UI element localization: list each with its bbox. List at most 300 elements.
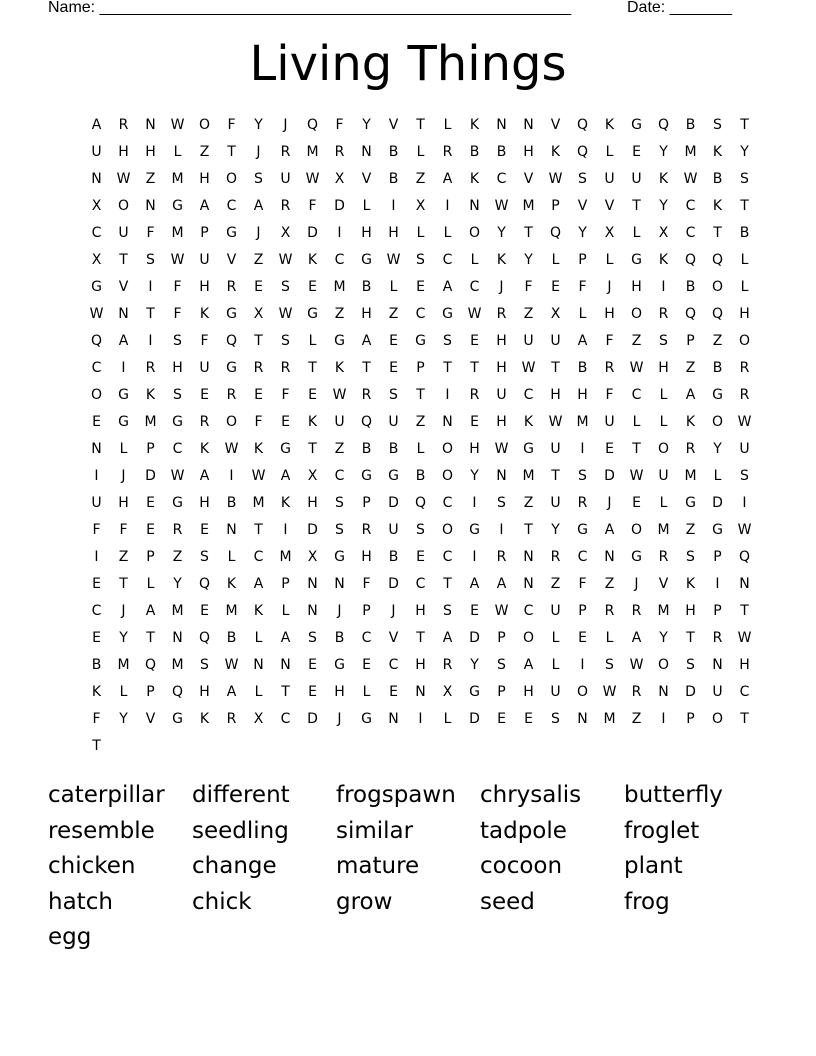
grid-letter: T bbox=[119, 252, 128, 268]
grid-letter: V bbox=[658, 576, 669, 592]
grid-letter: N bbox=[712, 657, 723, 673]
grid-letter: K bbox=[307, 414, 318, 430]
grid-letter: R bbox=[226, 279, 237, 295]
grid-letter: I bbox=[148, 279, 153, 295]
grid-letter: G bbox=[577, 522, 588, 538]
grid-letter: T bbox=[443, 360, 452, 376]
grid-letter: I bbox=[472, 495, 477, 511]
grid-letter: G bbox=[226, 306, 237, 322]
grid-letter: X bbox=[442, 684, 453, 700]
grid-letter: B bbox=[226, 495, 237, 511]
grid-letter: Y bbox=[740, 144, 749, 160]
grid-letter: M bbox=[603, 711, 616, 727]
word-list-item: grow bbox=[336, 888, 393, 915]
grid-letter: H bbox=[118, 144, 129, 160]
grid-letter: Q bbox=[90, 333, 103, 349]
grid-letter: I bbox=[580, 657, 585, 673]
grid-letter: S bbox=[146, 252, 155, 268]
grid-letter: L bbox=[173, 144, 182, 160]
grid-letter: C bbox=[388, 657, 399, 673]
grid-letter: G bbox=[118, 387, 129, 403]
grid-letter: J bbox=[337, 603, 342, 619]
grid-letter: T bbox=[470, 360, 479, 376]
grid-letter: H bbox=[739, 657, 750, 673]
grid-letter: T bbox=[416, 117, 425, 133]
grid-letter: T bbox=[740, 117, 749, 133]
grid-letter: E bbox=[200, 603, 209, 619]
grid-letter: D bbox=[712, 495, 723, 511]
grid-letter: G bbox=[118, 414, 129, 430]
word-list-item: frog bbox=[624, 888, 670, 915]
grid-letter: S bbox=[551, 711, 560, 727]
grid-letter: E bbox=[470, 414, 479, 430]
grid-letter: G bbox=[226, 225, 237, 241]
grid-letter: A bbox=[604, 522, 615, 538]
grid-letter: S bbox=[254, 171, 263, 187]
grid-letter: F bbox=[281, 387, 290, 403]
grid-letter: I bbox=[418, 711, 423, 727]
grid-letter: B bbox=[361, 441, 372, 457]
grid-letter: Y bbox=[713, 441, 722, 457]
grid-letter: E bbox=[497, 711, 506, 727]
grid-letter: W bbox=[305, 171, 320, 187]
grid-letter: H bbox=[199, 279, 210, 295]
grid-letter: L bbox=[362, 684, 371, 700]
grid-letter: D bbox=[307, 711, 318, 727]
grid-letter: Z bbox=[388, 306, 399, 322]
grid-letter: S bbox=[335, 495, 344, 511]
grid-letter: R bbox=[118, 117, 129, 133]
grid-letter: K bbox=[469, 117, 480, 133]
grid-letter: F bbox=[92, 711, 101, 727]
grid-letter: S bbox=[416, 252, 425, 268]
grid-letter: F bbox=[254, 414, 263, 430]
grid-letter: R bbox=[226, 387, 237, 403]
grid-letter: E bbox=[200, 387, 209, 403]
grid-letter: I bbox=[229, 468, 234, 484]
grid-letter: O bbox=[225, 171, 238, 187]
grid-letter: S bbox=[659, 333, 668, 349]
grid-letter: G bbox=[388, 468, 399, 484]
grid-letter: R bbox=[550, 549, 561, 565]
grid-letter: W bbox=[737, 522, 752, 538]
grid-letter: S bbox=[686, 549, 695, 565]
grid-letter: T bbox=[416, 630, 425, 646]
grid-letter: P bbox=[497, 684, 506, 700]
grid-letter: J bbox=[283, 117, 288, 133]
grid-letter: F bbox=[605, 387, 614, 403]
grid-letter: E bbox=[389, 333, 398, 349]
grid-letter: X bbox=[280, 225, 291, 241]
grid-letter: T bbox=[443, 576, 452, 592]
grid-letter: N bbox=[577, 711, 588, 727]
grid-letter: E bbox=[281, 414, 290, 430]
grid-letter: D bbox=[145, 468, 156, 484]
grid-letter: S bbox=[578, 171, 587, 187]
word-list-item: tadpole bbox=[480, 817, 567, 844]
grid-letter: W bbox=[548, 414, 563, 430]
word-list-item: plant bbox=[624, 853, 683, 879]
grid-letter: N bbox=[307, 576, 318, 592]
grid-letter: Z bbox=[199, 144, 210, 160]
grid-letter: Z bbox=[145, 171, 156, 187]
grid-letter: H bbox=[118, 495, 129, 511]
grid-letter: L bbox=[308, 333, 317, 349]
grid-letter: E bbox=[92, 576, 101, 592]
grid-letter: O bbox=[657, 657, 670, 673]
grid-letter: E bbox=[308, 387, 317, 403]
grid-letter: P bbox=[362, 495, 371, 511]
grid-letter: U bbox=[550, 684, 561, 700]
grid-letter: R bbox=[361, 522, 372, 538]
grid-letter: L bbox=[659, 414, 668, 430]
grid-letter: C bbox=[280, 711, 291, 727]
grid-letter: S bbox=[281, 333, 290, 349]
grid-letter: X bbox=[307, 468, 318, 484]
grid-letter: Z bbox=[118, 549, 129, 565]
grid-letter: J bbox=[391, 603, 396, 619]
grid-letter: T bbox=[308, 441, 317, 457]
grid-letter: M bbox=[171, 171, 184, 187]
grid-letter: V bbox=[118, 279, 129, 295]
grid-letter: O bbox=[441, 468, 454, 484]
grid-letter: C bbox=[685, 198, 696, 214]
grid-letter: E bbox=[308, 279, 317, 295]
grid-letter: N bbox=[658, 684, 669, 700]
grid-letter: Q bbox=[198, 630, 211, 646]
grid-letter: Z bbox=[631, 711, 642, 727]
grid-letter: T bbox=[524, 225, 533, 241]
grid-letter: B bbox=[334, 630, 345, 646]
grid-letter: Z bbox=[685, 522, 696, 538]
grid-letter: D bbox=[604, 468, 615, 484]
grid-letter: I bbox=[94, 549, 99, 565]
grid-letter: N bbox=[469, 198, 480, 214]
grid-letter: Z bbox=[415, 414, 426, 430]
grid-letter: O bbox=[198, 117, 211, 133]
grid-letter: X bbox=[91, 198, 102, 214]
grid-letter: W bbox=[494, 441, 509, 457]
grid-letter: L bbox=[443, 711, 452, 727]
grid-letter: P bbox=[713, 549, 722, 565]
grid-letter: I bbox=[580, 441, 585, 457]
grid-letter: A bbox=[253, 198, 264, 214]
grid-letter: L bbox=[578, 306, 587, 322]
grid-letter: R bbox=[577, 495, 588, 511]
grid-letter: A bbox=[280, 630, 291, 646]
grid-letter: E bbox=[92, 630, 101, 646]
grid-letter: R bbox=[631, 603, 642, 619]
grid-letter: I bbox=[94, 468, 99, 484]
grid-letter: N bbox=[415, 684, 426, 700]
grid-letter: E bbox=[146, 495, 155, 511]
grid-letter: J bbox=[256, 225, 261, 241]
grid-letter: E bbox=[389, 684, 398, 700]
grid-letter: O bbox=[90, 387, 103, 403]
grid-letter: H bbox=[361, 549, 372, 565]
grid-letter: H bbox=[199, 171, 210, 187]
grid-letter: R bbox=[658, 549, 669, 565]
grid-letter: U bbox=[712, 684, 723, 700]
grid-letter: H bbox=[415, 657, 426, 673]
grid-letter: A bbox=[199, 468, 210, 484]
grid-letter: M bbox=[279, 549, 292, 565]
grid-letter: K bbox=[658, 171, 669, 187]
grid-letter: I bbox=[661, 711, 666, 727]
grid-letter: G bbox=[334, 333, 345, 349]
grid-letter: H bbox=[577, 387, 588, 403]
grid-letter: R bbox=[280, 198, 291, 214]
grid-letter: G bbox=[631, 252, 642, 268]
grid-letter: Z bbox=[253, 252, 264, 268]
grid-letter: Y bbox=[659, 144, 668, 160]
grid-letter: H bbox=[496, 414, 507, 430]
grid-letter: S bbox=[443, 333, 452, 349]
grid-letter: J bbox=[337, 711, 342, 727]
grid-letter: T bbox=[362, 360, 371, 376]
grid-letter: W bbox=[278, 306, 293, 322]
grid-letter: G bbox=[361, 711, 372, 727]
grid-letter: W bbox=[332, 387, 347, 403]
grid-letter: F bbox=[146, 225, 155, 241]
grid-letter: Z bbox=[172, 549, 183, 565]
grid-letter: H bbox=[307, 495, 318, 511]
grid-letter: K bbox=[496, 252, 507, 268]
grid-letter: T bbox=[416, 387, 425, 403]
grid-letter: K bbox=[145, 387, 156, 403]
grid-letter: C bbox=[334, 468, 345, 484]
grid-letter: L bbox=[416, 441, 425, 457]
grid-letter: S bbox=[578, 468, 587, 484]
grid-letter: Z bbox=[604, 576, 615, 592]
grid-letter: F bbox=[200, 333, 209, 349]
grid-letter: N bbox=[91, 171, 102, 187]
grid-letter: R bbox=[658, 306, 669, 322]
grid-letter: N bbox=[226, 522, 237, 538]
grid-letter: Y bbox=[551, 522, 560, 538]
grid-letter: C bbox=[253, 549, 264, 565]
grid-letter: Y bbox=[119, 630, 128, 646]
grid-letter: H bbox=[523, 684, 534, 700]
grid-letter: T bbox=[227, 144, 236, 160]
grid-letter: S bbox=[416, 522, 425, 538]
grid-letter: N bbox=[496, 468, 507, 484]
grid-letter: L bbox=[443, 225, 452, 241]
grid-letter: L bbox=[632, 414, 641, 430]
grid-letter: F bbox=[173, 306, 182, 322]
grid-letter: I bbox=[661, 279, 666, 295]
grid-letter: L bbox=[740, 279, 749, 295]
grid-letter: S bbox=[443, 603, 452, 619]
grid-letter: L bbox=[551, 630, 560, 646]
grid-letter: M bbox=[306, 144, 319, 160]
grid-letter: F bbox=[605, 333, 614, 349]
grid-letter: M bbox=[144, 414, 157, 430]
grid-letter: K bbox=[604, 117, 615, 133]
grid-letter: F bbox=[335, 117, 344, 133]
grid-letter: S bbox=[497, 657, 506, 673]
word-list-item: egg bbox=[48, 924, 92, 950]
grid-letter: C bbox=[415, 576, 426, 592]
grid-letter: Y bbox=[470, 657, 479, 673]
grid-letter: B bbox=[577, 360, 588, 376]
grid-letter: L bbox=[632, 225, 641, 241]
grid-letter: S bbox=[173, 333, 182, 349]
grid-letter: A bbox=[199, 198, 210, 214]
grid-letter: E bbox=[416, 279, 425, 295]
grid-letter: E bbox=[470, 333, 479, 349]
grid-letter: H bbox=[739, 306, 750, 322]
grid-letter: R bbox=[604, 360, 615, 376]
grid-letter: C bbox=[496, 171, 507, 187]
grid-letter: M bbox=[171, 657, 184, 673]
grid-letter: V bbox=[361, 171, 372, 187]
name-line: Name: _____________________________________________________ bbox=[48, 0, 572, 16]
grid-letter: K bbox=[280, 495, 291, 511]
grid-letter: X bbox=[550, 306, 561, 322]
grid-letter: Q bbox=[684, 252, 697, 268]
grid-letter: H bbox=[550, 387, 561, 403]
grid-letter: A bbox=[685, 387, 696, 403]
grid-letter: G bbox=[334, 549, 345, 565]
grid-letter: R bbox=[739, 387, 750, 403]
grid-letter: W bbox=[737, 414, 752, 430]
grid-letter: H bbox=[685, 603, 696, 619]
grid-letter: V bbox=[550, 117, 561, 133]
grid-letter: L bbox=[470, 252, 479, 268]
grid-letter: C bbox=[739, 684, 750, 700]
grid-letter: A bbox=[577, 333, 588, 349]
grid-letter: Y bbox=[173, 576, 182, 592]
grid-letter: R bbox=[685, 441, 696, 457]
grid-letter: G bbox=[334, 657, 345, 673]
grid-letter: N bbox=[91, 441, 102, 457]
grid-letter: E bbox=[578, 630, 587, 646]
grid-letter: B bbox=[712, 360, 723, 376]
grid-letter: H bbox=[496, 360, 507, 376]
grid-letter: Z bbox=[631, 333, 642, 349]
grid-letter: U bbox=[199, 360, 210, 376]
word-list-item: chicken bbox=[48, 853, 136, 879]
grid-letter: Q bbox=[144, 657, 157, 673]
grid-letter: B bbox=[685, 117, 696, 133]
grid-letter: E bbox=[200, 522, 209, 538]
grid-letter: W bbox=[251, 468, 266, 484]
grid-letter: Z bbox=[523, 306, 534, 322]
grid-letter: G bbox=[172, 495, 183, 511]
grid-letter: F bbox=[578, 576, 587, 592]
grid-letter: U bbox=[388, 414, 399, 430]
grid-letter: K bbox=[550, 144, 561, 160]
word-list-item: similar bbox=[336, 817, 414, 844]
grid-letter: O bbox=[738, 333, 751, 349]
grid-letter: K bbox=[658, 252, 669, 268]
grid-letter: V bbox=[523, 171, 534, 187]
grid-letter: R bbox=[469, 387, 480, 403]
grid-letter: M bbox=[576, 414, 589, 430]
grid-letter: K bbox=[469, 171, 480, 187]
grid-letter: C bbox=[523, 387, 534, 403]
grid-letter: M bbox=[522, 468, 535, 484]
grid-letter: I bbox=[445, 387, 450, 403]
grid-letter: N bbox=[523, 576, 534, 592]
grid-letter: E bbox=[632, 144, 641, 160]
grid-letter: L bbox=[254, 684, 263, 700]
grid-letter: Q bbox=[198, 576, 211, 592]
grid-letter: K bbox=[334, 360, 345, 376]
grid-letter: M bbox=[171, 225, 184, 241]
grid-letter: R bbox=[442, 144, 453, 160]
grid-letter: Q bbox=[576, 144, 589, 160]
grid-letter: C bbox=[442, 252, 453, 268]
grid-letter: B bbox=[388, 171, 399, 187]
grid-letter: H bbox=[496, 333, 507, 349]
grid-letter: Y bbox=[524, 252, 533, 268]
grid-letter: G bbox=[442, 306, 453, 322]
grid-letter: W bbox=[683, 171, 698, 187]
grid-letter: L bbox=[281, 603, 290, 619]
grid-letter: T bbox=[281, 684, 290, 700]
grid-letter: I bbox=[499, 522, 504, 538]
grid-letter: S bbox=[389, 387, 398, 403]
grid-letter: F bbox=[119, 522, 128, 538]
grid-letter: N bbox=[388, 711, 399, 727]
grid-letter: N bbox=[523, 549, 534, 565]
grid-letter: D bbox=[388, 576, 399, 592]
grid-letter: P bbox=[200, 225, 209, 241]
grid-letter: G bbox=[280, 441, 291, 457]
grid-letter: M bbox=[225, 603, 238, 619]
grid-letter: C bbox=[334, 252, 345, 268]
letter-grid bbox=[83, 112, 758, 760]
grid-letter: A bbox=[118, 333, 129, 349]
word-list bbox=[48, 778, 768, 956]
grid-letter: L bbox=[362, 198, 371, 214]
grid-letter: H bbox=[199, 684, 210, 700]
grid-letter: J bbox=[634, 576, 639, 592]
grid-letter: G bbox=[469, 522, 480, 538]
grid-letter: Z bbox=[415, 171, 426, 187]
grid-letter: T bbox=[632, 198, 641, 214]
grid-letter: I bbox=[283, 522, 288, 538]
grid-letter: E bbox=[632, 495, 641, 511]
grid-letter: V bbox=[388, 630, 399, 646]
grid-letter: W bbox=[386, 252, 401, 268]
grid-letter: Z bbox=[550, 576, 561, 592]
grid-letter: W bbox=[467, 306, 482, 322]
grid-letter: C bbox=[415, 306, 426, 322]
grid-letter: V bbox=[388, 117, 399, 133]
grid-letter: Y bbox=[119, 711, 128, 727]
grid-letter: A bbox=[442, 171, 453, 187]
grid-letter: Z bbox=[712, 333, 723, 349]
grid-letter: A bbox=[469, 576, 480, 592]
grid-letter: Y bbox=[254, 117, 263, 133]
grid-letter: U bbox=[631, 171, 642, 187]
grid-letter: A bbox=[226, 684, 237, 700]
word-list-item: chrysalis bbox=[480, 782, 582, 808]
grid-letter: C bbox=[226, 198, 237, 214]
grid-letter: I bbox=[148, 333, 153, 349]
grid-letter: N bbox=[361, 144, 372, 160]
grid-letter: C bbox=[685, 225, 696, 241]
grid-letter: S bbox=[308, 630, 317, 646]
grid-letter: D bbox=[307, 225, 318, 241]
grid-letter: Z bbox=[334, 441, 345, 457]
grid-letter: P bbox=[146, 549, 155, 565]
grid-letter: U bbox=[280, 171, 291, 187]
grid-letter: U bbox=[91, 495, 102, 511]
